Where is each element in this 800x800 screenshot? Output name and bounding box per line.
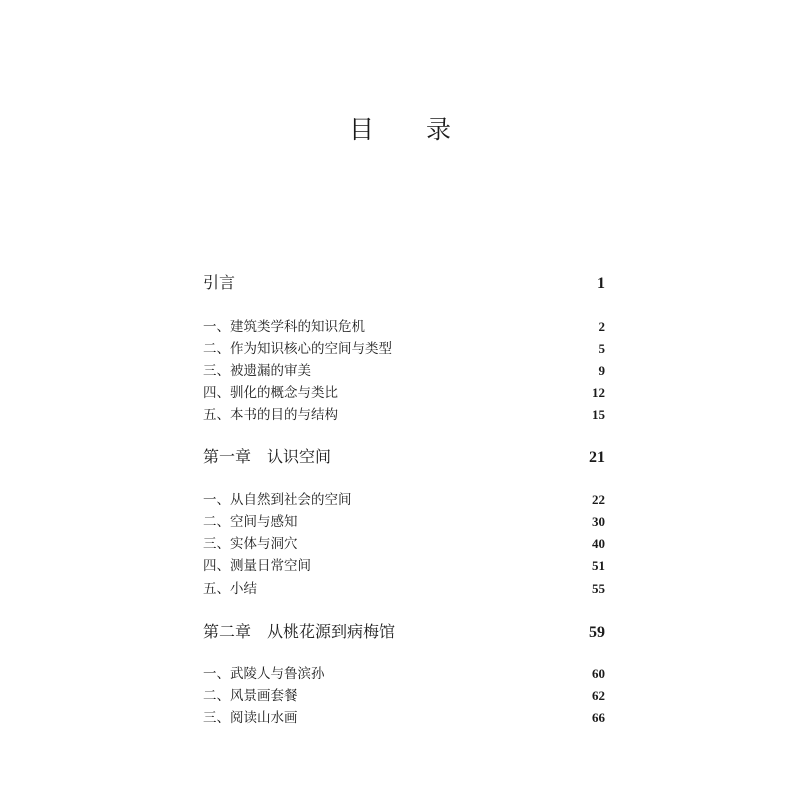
toc-item[interactable]	[203, 662, 605, 682]
page-number: 60	[592, 666, 605, 681]
toc-item[interactable]	[203, 359, 605, 379]
chapter-label: 引言	[203, 273, 236, 292]
item-label: 二、空间与感知	[203, 514, 298, 530]
item-label: 三、被遗漏的审美	[203, 363, 311, 379]
page-number: 59	[589, 624, 605, 641]
toc-item[interactable]	[203, 315, 605, 335]
item-label: 一、建筑类学科的知识危机	[203, 319, 365, 335]
page-number: 1	[597, 275, 605, 292]
item-label: 五、本书的目的与结构	[203, 407, 338, 423]
page-number: 22	[592, 492, 605, 507]
page-number: 40	[592, 536, 605, 551]
page-number: 66	[592, 710, 605, 725]
item-label: 二、风景画套餐	[203, 688, 298, 704]
page-number: 62	[592, 688, 605, 703]
toc-item[interactable]	[203, 488, 605, 508]
page-number: 51	[592, 558, 605, 573]
toc-item[interactable]	[203, 381, 605, 401]
page-number: 9	[598, 363, 605, 378]
item-label: 四、测量日常空间	[203, 558, 311, 574]
toc-item[interactable]	[203, 684, 605, 704]
toc-chapter-1[interactable]	[203, 444, 605, 467]
chapter-label: 第二章 从桃花源到病梅馆	[203, 622, 396, 641]
item-label: 五、小结	[203, 581, 257, 597]
item-label: 三、阅读山水画	[203, 710, 298, 726]
toc-chapter-2[interactable]	[203, 619, 605, 642]
item-label: 一、从自然到社会的空间	[203, 492, 352, 508]
item-label: 三、实体与洞穴	[203, 536, 298, 552]
page-number: 30	[592, 514, 605, 529]
page-number: 55	[592, 581, 605, 596]
page-number: 15	[592, 407, 605, 422]
toc-item[interactable]	[203, 577, 605, 597]
chapter-label: 第一章 认识空间	[203, 447, 332, 466]
toc-item[interactable]	[203, 706, 605, 726]
item-label: 一、武陵人与鲁滨孙	[203, 666, 325, 682]
toc-chapter-intro[interactable]	[203, 270, 605, 293]
toc-item[interactable]	[203, 403, 605, 423]
item-label: 二、作为知识核心的空间与类型	[203, 341, 392, 357]
page-number: 12	[592, 385, 605, 400]
item-label: 四、驯化的概念与类比	[203, 385, 338, 401]
toc-title: 目 录	[349, 115, 473, 144]
page-number: 21	[589, 449, 605, 466]
toc-item[interactable]	[203, 337, 605, 357]
toc-item[interactable]	[203, 510, 605, 530]
toc-item[interactable]	[203, 554, 605, 574]
page-number: 5	[598, 341, 605, 356]
page-number: 2	[598, 319, 605, 334]
toc-item[interactable]	[203, 532, 605, 552]
